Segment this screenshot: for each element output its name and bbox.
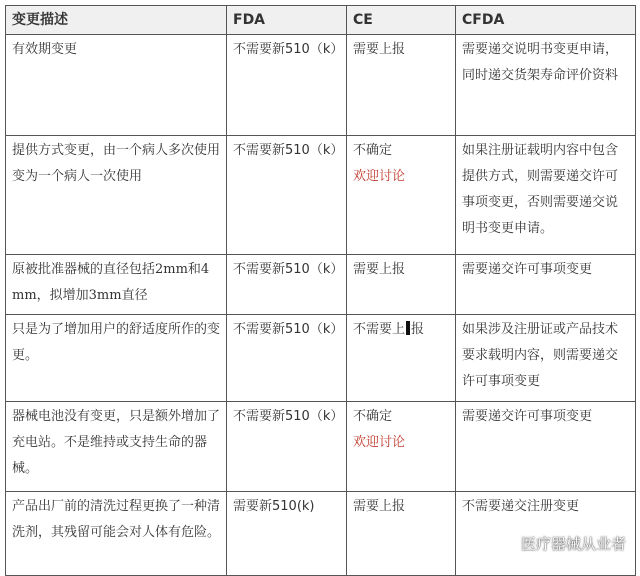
table-row <box>6 315 636 402</box>
cell-cfda: 需要递交许可事项变更 <box>456 402 636 492</box>
header-fda: FDA <box>227 6 347 35</box>
table-row <box>6 35 636 136</box>
header-change-description: 变更描述 <box>6 6 227 35</box>
ce-status: 需要上报 <box>353 499 406 514</box>
table-row <box>6 255 636 315</box>
cell-description: 产品出厂前的清洗过程更换了一种清洗剂，其残留可能会对人体有危险。 <box>6 492 227 576</box>
table-row <box>6 136 636 255</box>
cell-fda: 不需要新510（k） <box>227 402 347 492</box>
ce-status: 不确定 <box>353 409 393 424</box>
cell-description: 提供方式变更，由一个病人多次使用变为一个病人一次使用 <box>6 136 227 255</box>
ce-status-part-b: 报 <box>411 322 425 337</box>
cell-ce <box>347 402 456 492</box>
cell-ce <box>347 136 456 255</box>
text-cursor-icon <box>406 321 410 335</box>
cell-fda: 需要新510(k) <box>227 492 347 576</box>
cell-fda: 不需要新510（k） <box>227 136 347 255</box>
cell-ce <box>347 35 456 136</box>
cell-ce <box>347 255 456 315</box>
cell-cfda: 需要递交说明书变更申请，同时递交货架寿命评价资料 <box>456 35 636 136</box>
wechat-icon <box>492 534 516 554</box>
cell-fda: 不需要新510（k） <box>227 315 347 402</box>
cell-ce <box>347 492 456 576</box>
table-header-row <box>6 6 636 35</box>
cell-cfda: 如果注册证载明内容中包含提供方式，则需要递交许可事项变更，否则需要递交说明书变更申请。 <box>456 136 636 255</box>
regulatory-change-table <box>5 5 636 576</box>
ce-status: 需要上报 <box>353 42 406 57</box>
header-cfda: CFDA <box>456 6 636 35</box>
ce-status: 不确定 <box>353 143 393 158</box>
table-row <box>6 402 636 492</box>
cell-description: 有效期变更 <box>6 35 227 136</box>
ce-status: 需要上报 <box>353 262 406 277</box>
cell-description: 原被批准器械的直径包括2mm和4mm，拟增加3mm直径 <box>6 255 227 315</box>
cell-cfda: 如果涉及注册证或产品技术要求载明内容，则需要递交许可事项变更 <box>456 315 636 402</box>
cell-fda: 不需要新510（k） <box>227 255 347 315</box>
header-ce: CE <box>347 6 456 35</box>
watermark-text: 医疗器械从业者 <box>520 535 626 553</box>
ce-discuss-note: 欢迎讨论 <box>353 169 406 184</box>
comparison-table-container <box>5 5 635 576</box>
cell-cfda: 需要递交许可事项变更 <box>456 255 636 315</box>
ce-discuss-note: 欢迎讨论 <box>353 435 406 450</box>
cell-description: 只是为了增加用户的舒适度所作的变更。 <box>6 315 227 402</box>
ce-status-part-a: 不需要上 <box>353 322 406 337</box>
cell-cfda: 不需要递交注册变更 <box>456 492 636 576</box>
cell-ce <box>347 315 456 402</box>
cell-fda: 不需要新510（k） <box>227 35 347 136</box>
wechat-watermark <box>492 533 626 554</box>
cell-description: 器械电池没有变更，只是额外增加了充电站。不是维持或支持生命的器械。 <box>6 402 227 492</box>
